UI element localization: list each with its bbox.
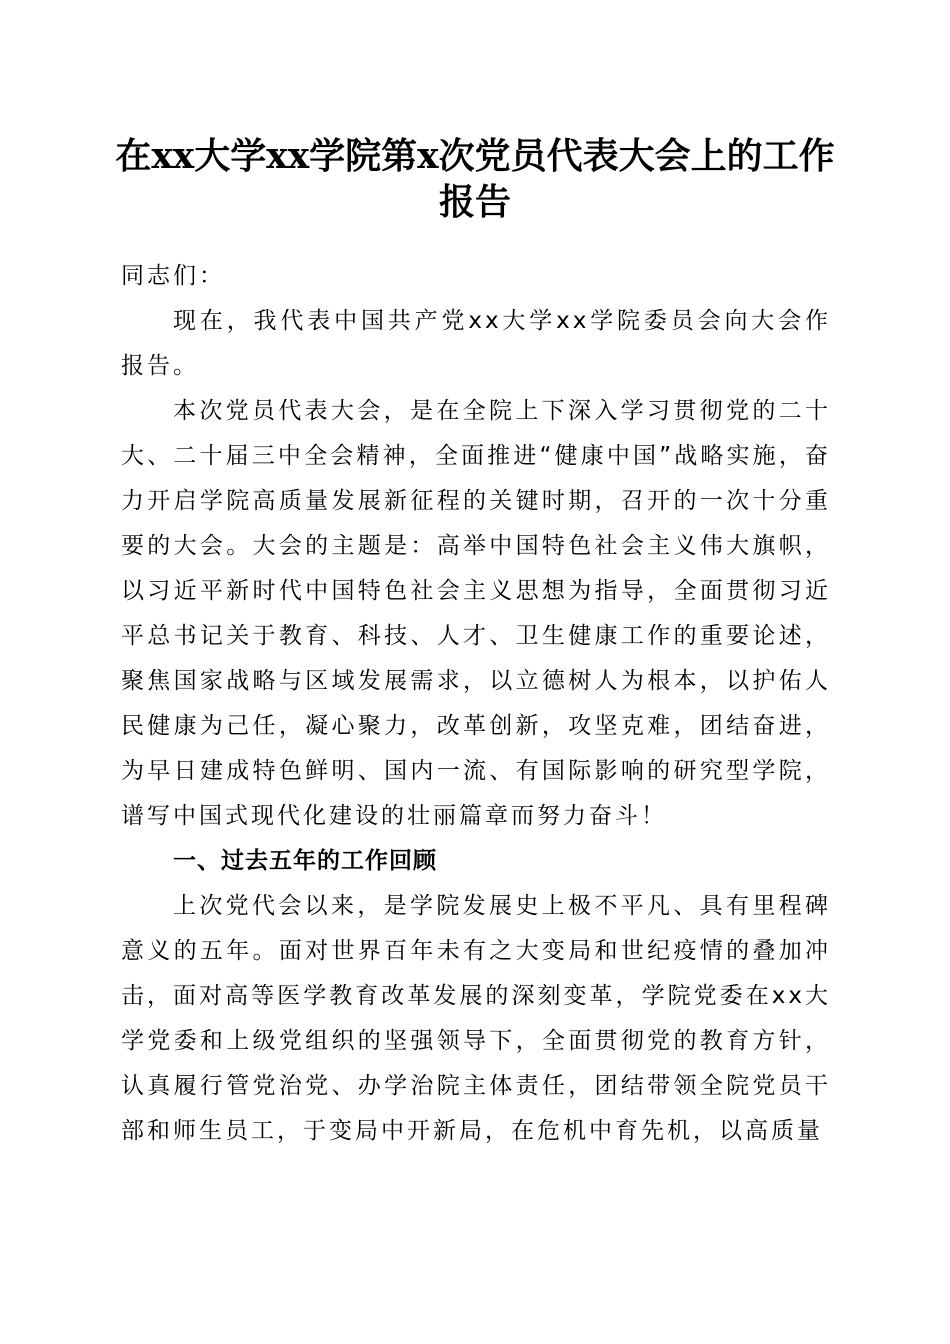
document-title: 在xx大学xx学院第x次党员代表大会上的工作报告 <box>115 135 835 223</box>
paragraph-opening: 现在，我代表中国共产党xx大学xx学院委员会向大会作报告。 <box>121 308 831 379</box>
section-heading: 一、过去五年的工作回顾 <box>173 848 437 874</box>
paragraph-work-review: 上次党代会以来，是学院发展史上极不平凡、具有里程碑意义的五年。面对世界百年未有之大变局和世纪疫情的叠加冲击，面对高等医学教育改革发展的深刻变革，学院党委在xx大学党委和上级党组织的坚强领导下，全面贯彻党的教育方针，认真履行管党治党、办学治院主体责任，团结带领全院党员干部和师生员工，于变局中开新局，在危机中育先机，以高质量 <box>121 893 831 1144</box>
salutation: 同志们： <box>121 263 225 289</box>
paragraph-congress-theme: 本次党员代表大会，是在全院上下深入学习贯彻党的二十大、二十届三中全会精神，全面推进“健康中国”战略实施，奋力开启学院高质量发展新征程的关键时期，召开的一次十分重要的大会。大会的主题是：高举中国特色社会主义伟大旗帜，以习近平新时代中国特色社会主义思想为指导，全面贯彻习近平总书记关于教育、科技、人才、卫生健康工作的重要论述，聚焦国家战略与区域发展需求，以立德树人为根本，以护佑人民健康为己任，凝心聚力，改革创新，攻坚克难，团结奋进，为早日建成特色鲜明、国内一流、有国际影响的研究型学院，谱写中国式现代化建设的壮丽篇章而努力奋斗！ <box>121 398 831 829</box>
document-body <box>121 254 831 1154</box>
